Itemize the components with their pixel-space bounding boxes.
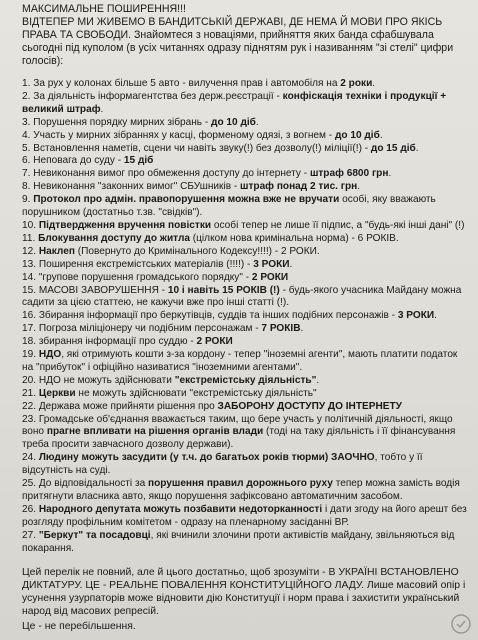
list-item: 5. Встановлення наметів, сцени чи навіть звуку(!) без дозволу(!) міліції(!) - до 15 діб. <box>22 142 419 154</box>
list-item: 9. Протокол про адмін. правопорушення можна вже не вручати особі, яку вважають порушником (достатньо т.зв. "свідків"). <box>22 194 436 219</box>
conclusion-last-line: Це - не перебільшення. <box>22 620 136 632</box>
list-item: 7. Невиконання вимог про обмеження доступу до інтернету - штраф 6800 грн. <box>22 168 392 180</box>
list-item: 1. За рух у колонах більше 5 авто - вилучення прав і автомобіля на 2 роки. <box>22 78 376 89</box>
list-item: 21. Церкви не можуть здійснювати "екстремістську діяльність" <box>22 387 317 399</box>
list-item: 14. "групове порушення громадського порядку" - 2 РОКИ <box>22 271 289 283</box>
list-item: 13. Поширення екстремістських матеріалів (!!!!) - 3 РОКИ. <box>22 258 293 270</box>
list-item: 24. Людину можуть засудити (у т.ч. до багатьох років тюрми) ЗАОЧНО, тобто у її відсутність на суді. <box>22 452 423 477</box>
list-item: 8. Невиконання "законних вимог" СБУшників - штраф понад 2 тис. грн. <box>22 181 361 193</box>
intro-paragraph <box>22 16 470 68</box>
list-item: 4. Участь у мирних зібраннях у касці, форменому одязі, з вогнем - до 10 діб. <box>22 129 383 141</box>
list-item: 15. МАСОВІ ЗАВОРУШЕННЯ - 10 і навіть 15 РОКІВ (!) - будь-якого учасника Майдану можна садити за цією статтею, не кажучи вже про інші статті (!). <box>22 284 462 309</box>
list-item: 16. Збирання інформації про беркутівців, суддів та інших подібних персонажів - 3 РОКИ. <box>22 310 437 322</box>
law-list <box>22 78 470 556</box>
conclusion-paragraph: Цей перелік не повний, але й цього достатньо, щоб зрозуміти - В УКРАЇНІ ВСТАНОВЛЕНО ДИКТАТУРУ. ЦЕ - РЕАЛЬНЕ ПОВАЛЕННЯ КОНСТИТУЦІЙНОГО ЛАДУ. Лише масовий опір і усунення узурпаторів може відновити дію Конституції і норм права і захистити український народ від масових репресій. <box>22 566 466 617</box>
intro-line2: Знайомтеся з новаціями, прийняття яких банда сфабшувала сьогодні під куполом (в усіх читаннях одразу піднятям рук і називанням "зі стелі" цифри голосів): <box>22 29 454 67</box>
list-item: 23. Громадське об'єднання вважається таким, що бере участь у політичній діяльності, якщо воно прагне впливати на рішення органів влади (тоді на таку діяльність і її фінансування треба просити завчасного дозволу держави). <box>22 413 456 451</box>
list-item: 19. НДО, які отримують кошти з-за кордону - тепер "іноземні агенти", мають платити податок на "прибуток" і офіційно називатися "іноземними агентами". <box>22 349 458 373</box>
list-item: 12. Наклеп (Повернуто до Кримінального Кодексу!!!!) - 2 РОКИ. <box>22 245 320 257</box>
list-item: 17. Погроза міліціонеру чи подібним персонажам - 7 РОКІВ. <box>22 323 304 335</box>
list-item: 26. Народного депутата можуть позбавити недоторканності і дати згоду на його арешт без розгляду профільним комітетом - одразу на пленарному засіданні ВР. <box>22 503 467 528</box>
list-item: 22. Держава може прийняти рішення про ЗАБОРОНУ ДОСТУПУ ДО ІНТЕРНЕТУ <box>22 400 402 412</box>
list-item: 3. Порушення порядку мирних зібрань - до 10 діб. <box>22 116 259 128</box>
list-item: 20. НДО не можуть здійснювати "екстремістську діяльність". <box>22 374 320 386</box>
watermark-icon <box>450 613 472 635</box>
list-item: 2. За діяльність інформагентства без держ.реєстрації - конфіскація техніки і продукції + великий штраф. <box>22 90 447 115</box>
intro-line1: ВІДТЕПЕР МИ ЖИВЕМО В БАНДИТСЬКІЙ ДЕРЖАВІ, ДЕ НЕМА Й МОВИ ПРО ЯКІСЬ ПРАВА ТА СВОБОДИ. <box>22 16 443 41</box>
list-item: 11. Блокування доступу до житла (цілком нова кримінальна норма) - 6 РОКІВ. <box>22 232 399 244</box>
list-item: 18. збирання інформації про суддю - 2 РОКИ <box>22 336 233 348</box>
page-heading: МАКСИМАЛЬНЕ ПОШИРЕННЯ!!! <box>22 3 186 15</box>
list-item: 27. "Беркут" та посадовці, які вчинили злочини проти активістів майдану, звільняються від покарання. <box>22 529 455 554</box>
list-item: 10. Підтвердження вручення повістки особі тепер не лише її підпис, а "будь-які інші дані" (!) <box>22 219 465 231</box>
list-item: 6. Неповага до суду - 15 діб <box>22 155 154 167</box>
list-item: 25. До відповідальності за порушення правил дорожнього руху тепер можна замість водія притягнути власника авто, якщо порушення зафіксовано автоматичним засобом. <box>22 478 460 502</box>
